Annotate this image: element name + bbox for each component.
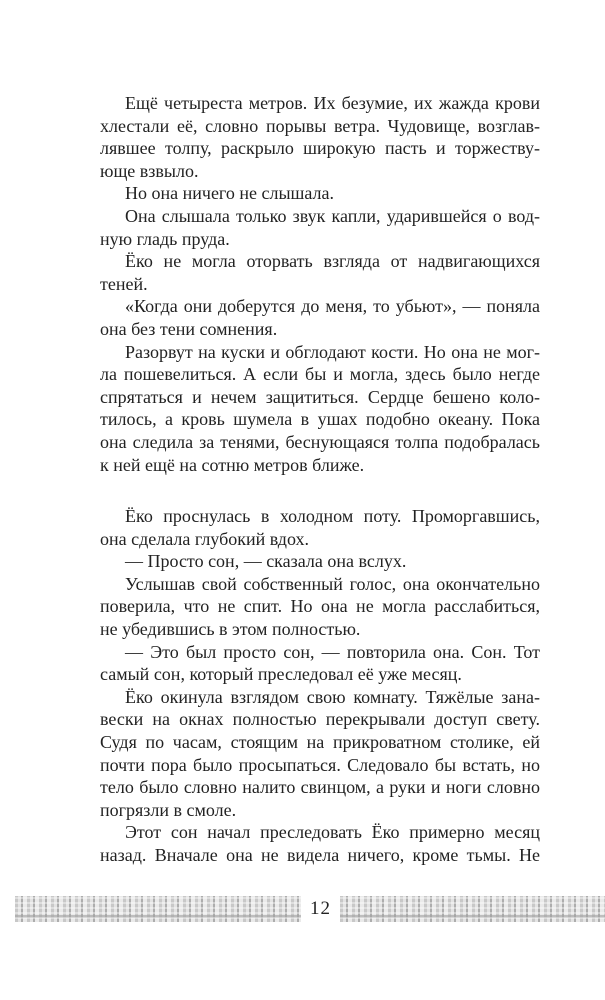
- text-line: Ещё четыреста метров. Их безумие, их жажда крови: [125, 93, 540, 113]
- text-line: юще взвыло.: [100, 160, 199, 181]
- section-break: [100, 476, 540, 505]
- text-line: Судя по часам, стоящим на прикроватном столике, ей: [100, 732, 540, 753]
- text-line: к ней ещё на сотню метров ближе.: [100, 454, 365, 475]
- text-line: Ёко не могла оторвать взгляда от надвигающихся: [125, 251, 540, 272]
- text-line: самый сон, который преследовал её уже месяц.: [100, 664, 462, 685]
- text-line: назад. Вначале она не видела ничего, кроме тьмы. Не: [100, 845, 540, 865]
- text-line: она сделала глубокий вдох.: [100, 528, 310, 549]
- text-line: — Это был просто сон, — повторила она. Сон. Тот: [125, 641, 540, 662]
- text-line: она без тени сомнения.: [100, 318, 278, 339]
- text-line: тело было словно налито свинцом, а руки и ноги словно: [100, 777, 540, 798]
- ornament-right: [340, 896, 605, 922]
- text-line: Разорвут на куски и обглодают кости. Но она не мог-: [125, 341, 540, 362]
- text-line: не убедившись в этом полностью.: [100, 619, 361, 640]
- text-line: тилось, а кровь шумела в ушах подобно океану. Пока: [100, 409, 540, 430]
- text-line: хлестали её, словно порывы ветра. Чудовище, возглав-: [100, 115, 540, 136]
- text-line: «Когда они доберутся до меня, то убьют», — поняла: [125, 296, 540, 317]
- text-line: Этот сон начал преследовать Ёко примерно месяц: [125, 822, 540, 843]
- text-line: Она слышала только звук капли, ударившейся о вод-: [125, 205, 540, 226]
- text-line: Ёко проснулась в холодном поту. Проморгавшись,: [125, 506, 540, 527]
- page-number: 12: [310, 898, 331, 919]
- text-line: — Просто сон, — сказала она вслух.: [125, 551, 407, 572]
- text-line: вески на окнах полностью перекрывали доступ свету.: [100, 709, 540, 730]
- text-line: она следила за тенями, беснующаяся толпа подобралась: [100, 431, 540, 452]
- text-line: Услышав свой собственный голос, она окончательно: [125, 573, 540, 594]
- text-line: теней.: [100, 273, 148, 294]
- text-line: Но она ничего не слышала.: [125, 183, 335, 204]
- text-line: ную гладь пруда.: [100, 228, 230, 249]
- text-line: спрятаться и нечем защититься. Сердце бешено коло-: [100, 386, 540, 407]
- text-line: поверила, что не спит. Но она не могла расслабиться,: [100, 596, 540, 617]
- ornament-left: [15, 896, 301, 922]
- text-line: погрязли в смоле.: [100, 799, 237, 820]
- text-line: почти пора было просыпаться. Следовало бы встать, но: [100, 754, 540, 775]
- text-line: лявшее толпу, раскрыло широкую пасть и торжеству-: [100, 138, 540, 159]
- text-line: ла пошевелиться. А если бы и могла, здесь было негде: [100, 364, 540, 385]
- text-line: Ёко окинула взглядом свою комнату. Тяжёлые зана-: [125, 686, 540, 707]
- body-text: [100, 92, 540, 867]
